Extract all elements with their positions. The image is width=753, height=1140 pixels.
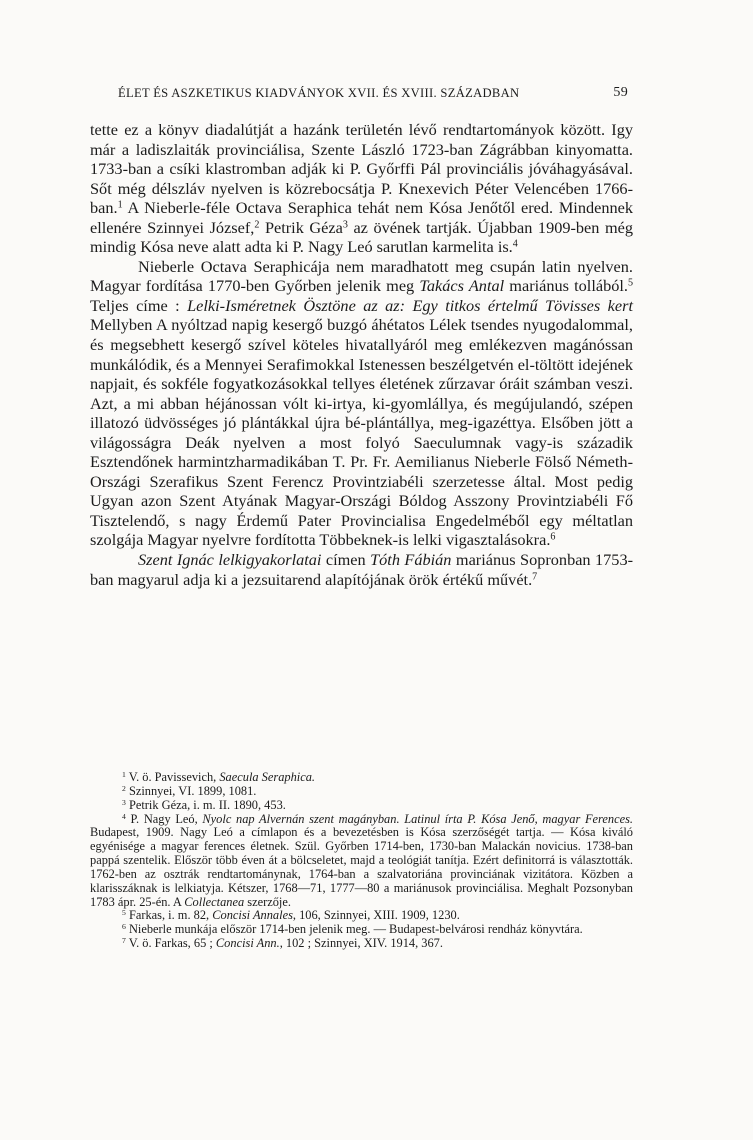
text-run: címen bbox=[321, 550, 371, 570]
text-run: Petrik Géza, i. m. II. 1890, 453. bbox=[125, 797, 286, 812]
footnote-ref: 4 bbox=[512, 238, 518, 250]
italic-text: Lelki-Isméretnek Ösztöne az az: Egy titkos értelmű Tövisses kert bbox=[187, 295, 633, 315]
italic-text: Takács Antal bbox=[419, 276, 505, 296]
text-run: Farkas, i. m. 82, bbox=[125, 908, 213, 923]
footnote-ref: 5 bbox=[627, 277, 634, 289]
footnote-ref: 3 bbox=[342, 219, 348, 231]
footnote-ref: 2 bbox=[254, 219, 260, 231]
text-run: mariánus tollából. bbox=[504, 276, 628, 296]
italic-text: Nyolc nap Alvernán szent magányban. Latinul írta P. Kósa Jenő, magyar Ferences. bbox=[202, 811, 633, 826]
text-run: Petrik Géza bbox=[259, 217, 343, 237]
text-run: , 102 ; Szinnyei, XIV. 1914, 367. bbox=[279, 936, 443, 951]
paragraph bbox=[90, 550, 633, 589]
italic-text: Tóth Fábián bbox=[370, 550, 452, 570]
footnote-ref: 1 bbox=[117, 199, 123, 211]
text-run: Nieberle Octava Seraphicája nem maradhatott meg csupán latin nyelven. Magyar fordítása 1770-ben Győrben jelenik meg bbox=[90, 256, 633, 296]
text-run: tette ez a könyv diadalútját a hazánk területén lévő rendtartományok között. Igy már a ladiszlaiták provinciálisa, Szente László 1723-ban Zágrábban kinyomatta. 1733-ban a csíki klastromban adják ki P. Győrffi Pál provinciális jóváhagyásával. Sőt még délszláv nyelven is közrebocsátja P. Knexevich Péter Velencében 1766-ban. bbox=[90, 120, 633, 218]
paragraph bbox=[90, 120, 633, 257]
footnote bbox=[90, 771, 633, 785]
footnote-ref: 5 bbox=[122, 908, 126, 918]
text-run: mariánus Sopronban 1753-ban magyarul adja ki a jezsuitarend alapítójának örök értékű művét. bbox=[90, 550, 634, 589]
text-run: Mellyben A nyóltzad napig kesergő buzgó áhétatos Lélek tsendes nyugodalommal, és megsebhett kesergő szível köteles hivatallyáról meg emlékezven magánóssan munkálódik, és a Mennyei Serafimokkal Istenessen beszélgetvén el-töltött idejének napjait, és sokféle fogyatkozásokkal tellyes életének zűrzavar óráit számban veszi. Azt, a mi abban héjánossan vólt ki-irtya, ki-gyomlállya, és megújulandó, szépen illatozó üdvösséges jó plántákkal újra bé-plántállya, meg-igazéttya. Elsőben jött a világosságra Deák nyelven a most folyó Saeculumnak vagy-is századik Esztendőnek harmintzharmadikában T. Pr. Fr. Aemilianus Nieberle Fölső Németh-Országi Szerafikus Szent Ferencz Provintziabéli szerzetesse által. Most pedig Ugyan azon Szent Atyának Magyar-Országi Bóldog Asszony Provintziabéli Fő Tisztelendő, s nagy Érdemű Pater Provincialisa Engedelméből egy méltatlan szolgája Magyar nyelvre fordította Többeknek-is lelki vigasztalásokra. bbox=[90, 315, 633, 550]
footnote-ref: 3 bbox=[122, 797, 126, 807]
footnotes bbox=[90, 771, 633, 951]
paragraph bbox=[90, 257, 633, 550]
italic-text: Saecula Seraphica. bbox=[219, 770, 316, 784]
footnote-ref: 7 bbox=[122, 935, 126, 945]
italic-text: Concisi Ann. bbox=[215, 936, 280, 951]
text-run: Teljes címe : bbox=[90, 295, 188, 315]
footnote bbox=[90, 799, 633, 813]
text-run: V. ö. Farkas, 65 ; bbox=[125, 936, 216, 951]
text-run: Budapest, 1909. Nagy Leó a címlapon és a bevezetésben is Kósa szerzőségét tartja. — Kósa kiváló egyénisége a magyar ferences életnek. Szül. Győrben 1714-ben, 1730-ban Malackán novicius. 1738-ban pappá szentelik. Először több éven át a bölcseletet, majd a teológiát tanítja. Ezért definitorrá is választották. 1762-ben az osztrák rendtartománynak, 1764-ban a szalvatoriána provinciának vizitátora. Közben a klarisszáknak is lelkiatyja. Kétszer, 1768—71, 1777—80 a mariánusok provinciálisa. Meghalt Pozsonyban 1783 ápr. 25-én. A bbox=[90, 825, 633, 909]
footnote-ref: 4 bbox=[122, 811, 126, 821]
italic-text: Szent Ignác lelkigyakorlatai bbox=[138, 550, 322, 570]
footnote bbox=[90, 813, 633, 910]
main-text bbox=[90, 120, 633, 589]
italic-text: Concisi Annales bbox=[212, 908, 293, 923]
text-run: az övének tartják. Újabban 1909-ben még mindig Kósa neve alatt adta ki P. Nagy Leó sarutlan karmelita is. bbox=[90, 217, 634, 257]
italic-text: Collectanea bbox=[184, 894, 245, 909]
text-run: , 106, Szinnyei, XIII. 1909, 1230. bbox=[292, 908, 460, 923]
text-run: Szinnyei, VI. 1899, 1081. bbox=[125, 783, 257, 798]
text-run: P. Nagy Leó, bbox=[125, 811, 203, 826]
footnote bbox=[90, 785, 633, 799]
footnote-ref: 6 bbox=[550, 531, 556, 543]
text-run: Nieberle munkája először 1714-ben jelenik meg. — Budapest-belvárosi rendház könyvtára. bbox=[125, 922, 583, 937]
footnote bbox=[90, 937, 633, 951]
text-run: V. ö. Pavissevich, bbox=[125, 770, 220, 784]
text-run: A Nieberle-féle Octava Seraphica tehát nem Kósa Jenőtől ered. Mindennek ellenére Szinnyei József, bbox=[90, 198, 633, 237]
footnote-ref: 7 bbox=[532, 571, 538, 583]
text-run: szerzője. bbox=[244, 894, 291, 909]
running-title: ÉLET ÉS ASZKETIKUS KIADVÁNYOK XVII. ÉS XVIII. SZÁZADBAN bbox=[118, 86, 520, 100]
footnote-ref: 2 bbox=[122, 783, 126, 793]
page-number: 59 bbox=[613, 85, 628, 100]
footnote-ref: 6 bbox=[122, 922, 126, 932]
footnote-ref: 1 bbox=[122, 769, 126, 779]
